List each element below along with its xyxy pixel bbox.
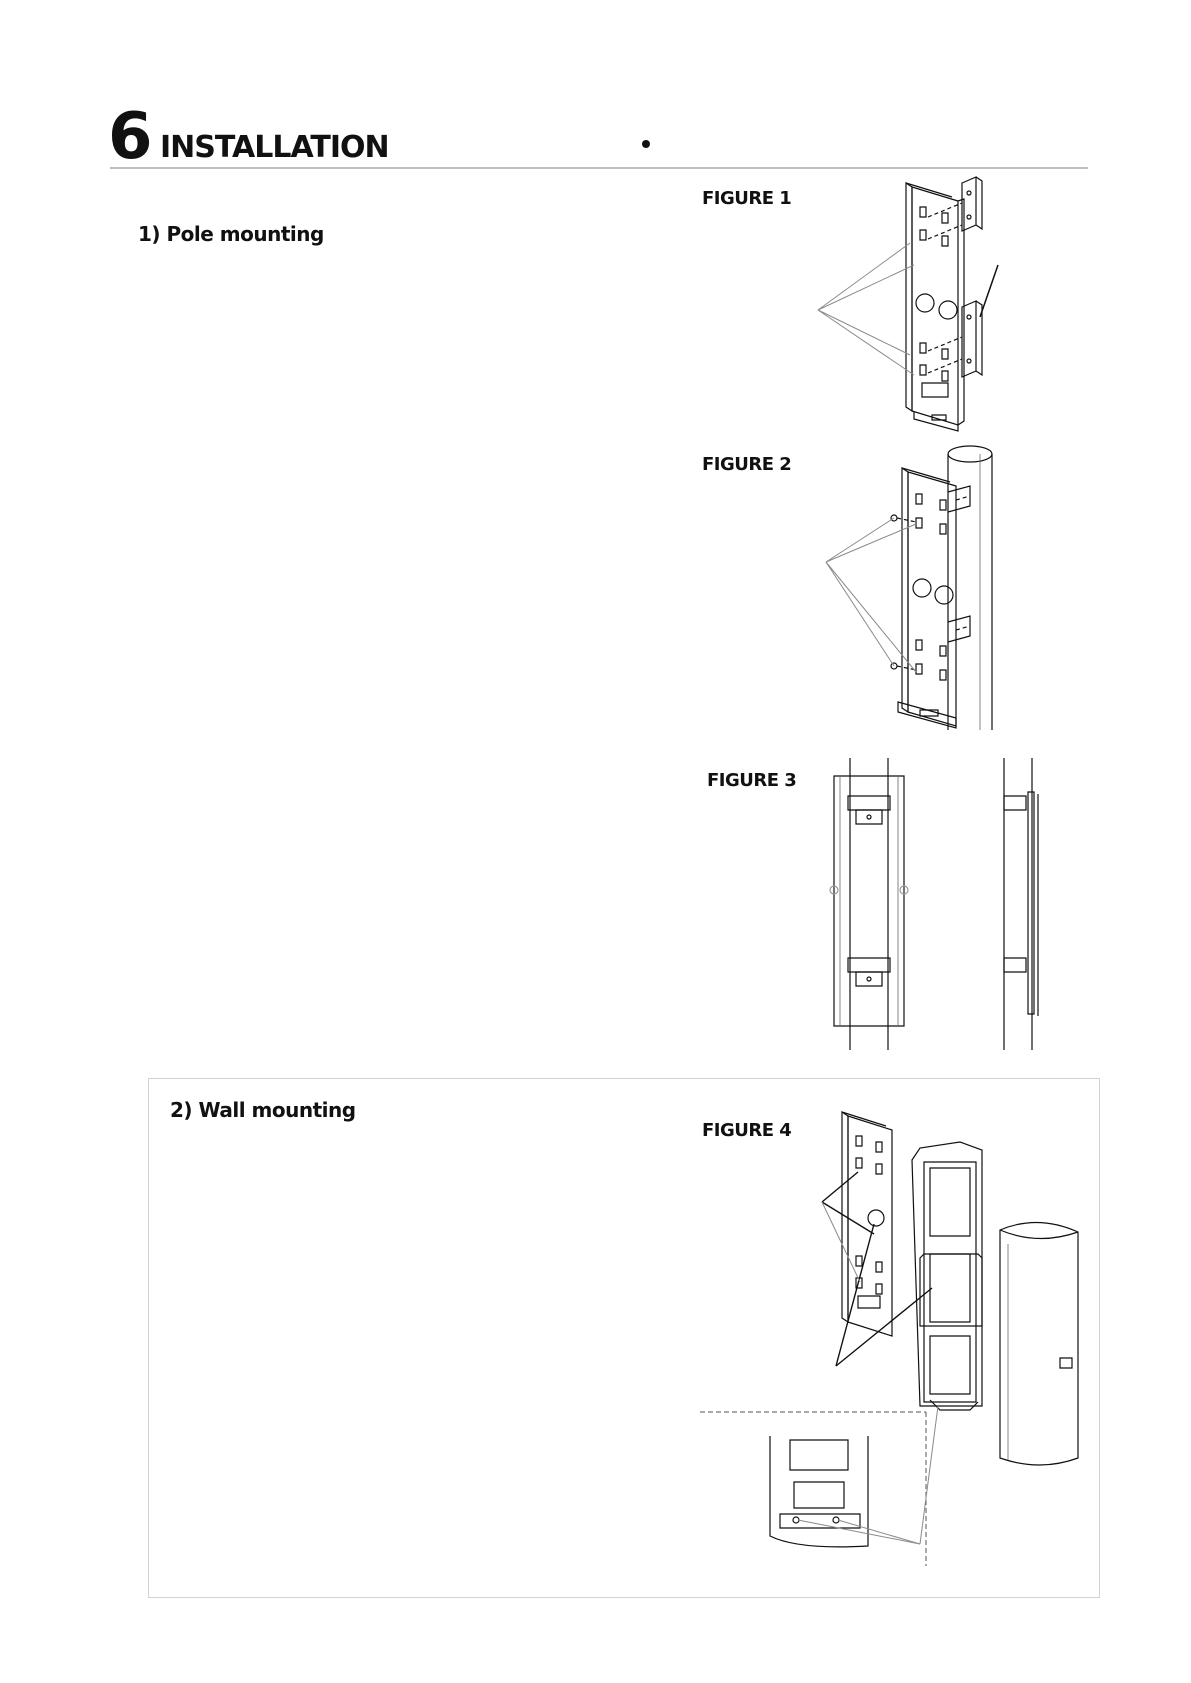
chapter-number: 6 xyxy=(108,100,151,174)
figure-4-label: FIGURE 4 xyxy=(702,1120,792,1141)
figure-3-label: FIGURE 3 xyxy=(707,770,797,791)
figure-2-label: FIGURE 2 xyxy=(702,454,792,475)
chapter-title: INSTALLATION xyxy=(160,130,389,165)
figure-4-wall-drawing xyxy=(698,1106,1094,1576)
figure-2-pole-drawing xyxy=(820,440,1020,730)
section-heading-wall-mounting: 2) Wall mounting xyxy=(170,1098,356,1122)
title-dot xyxy=(642,140,650,148)
figure-3-front-side-drawing xyxy=(820,758,1050,1050)
figure-1-bracket-drawing xyxy=(810,175,1010,435)
header-rule xyxy=(110,167,1088,169)
figure-1-label: FIGURE 1 xyxy=(702,188,792,209)
section-heading-pole-mounting: 1) Pole mounting xyxy=(138,222,324,246)
